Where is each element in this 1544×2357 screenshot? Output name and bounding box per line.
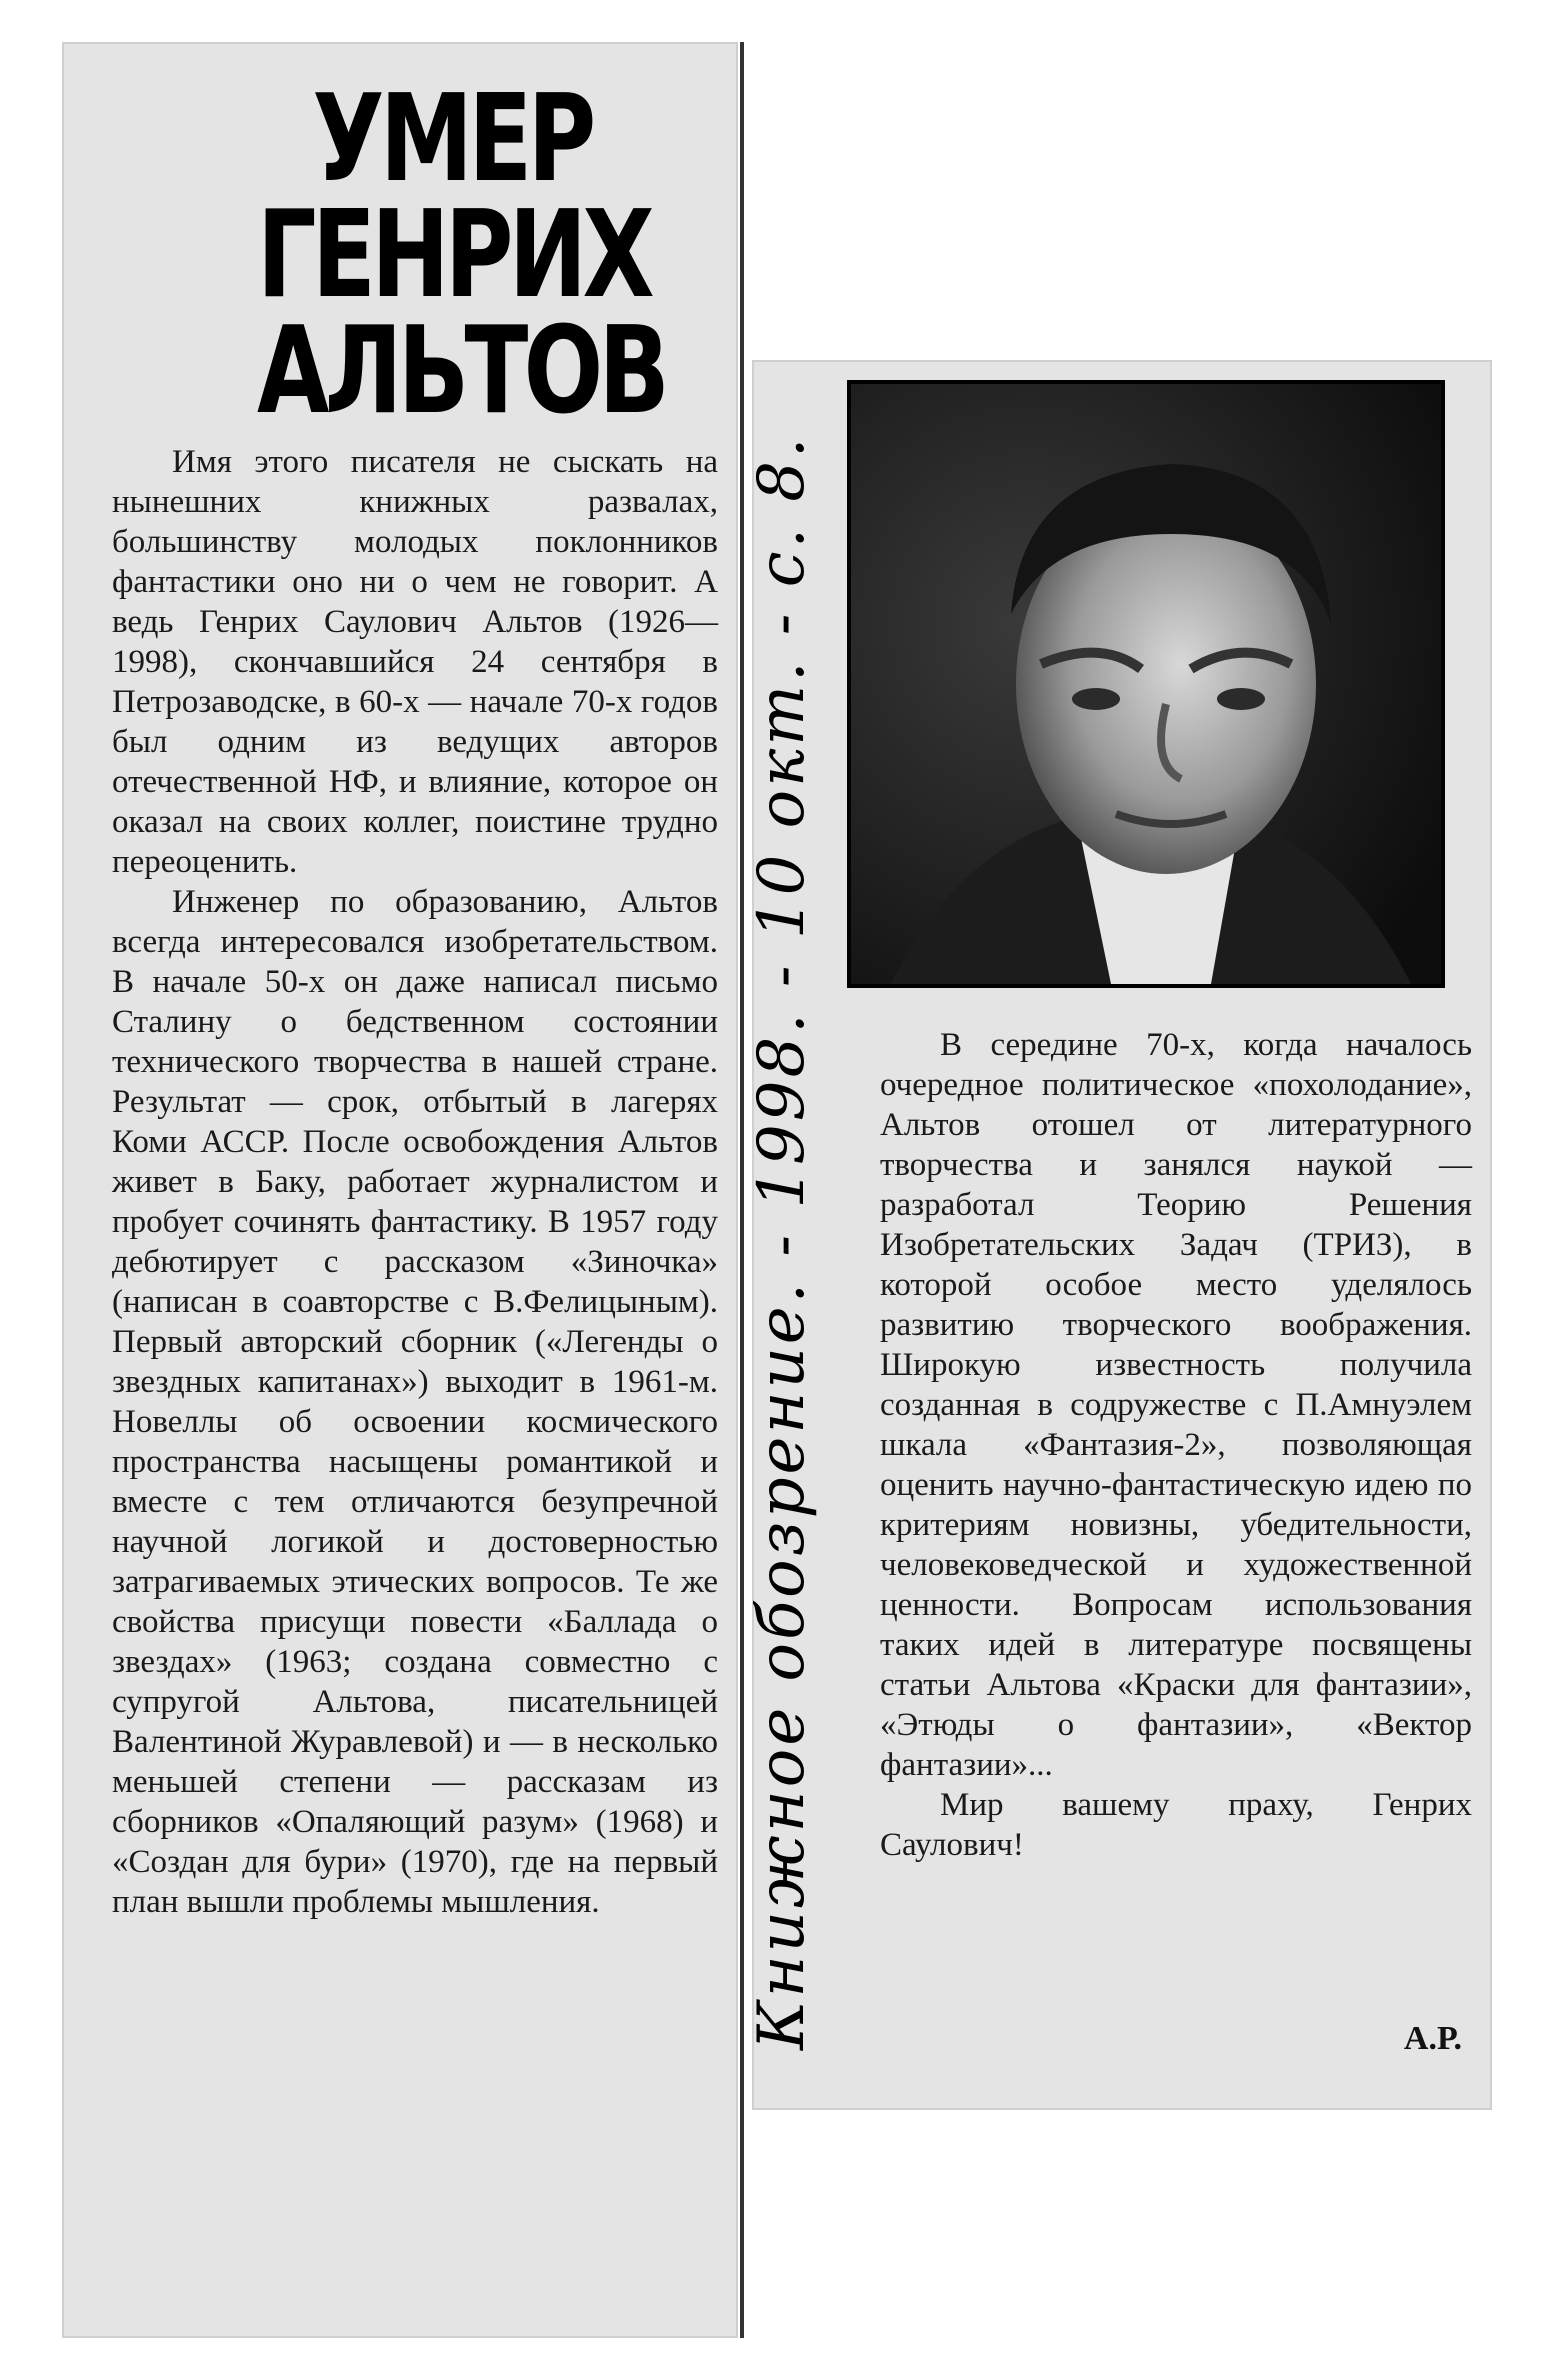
handwritten-source-note: Книжное обозрение. - 1998. - 10 окт. - с. 8. — [745, 434, 819, 2050]
headline-line-2: ГЕНРИХ — [257, 186, 650, 325]
author-signature: А.Р. — [1403, 2020, 1462, 2057]
left-paragraph-2: Инженер по образованию, Альтов всегда интересовался изобретательством. В начале 50-х он даже написал письмо Сталину о бедственном состоянии технического творчества в нашей стране. Результат — срок, отбытый в лагерях Коми АССР. После освобождения Альтов живет в Баку, работает журналистом и пробует сочинять фантастику. В 1957 году дебютирует с рассказом «Зиночка» (написан в соавторстве с В.Фелицыным). Первый авторский сборник («Легенды о звездных капитанах») выходит в 1961-м. Новеллы об освоении космического пространства насыщены романтикой и вместе с тем отличаются безупречной научной логикой и достоверностью затрагиваемых этических вопросов. Те же свойства присущи повести «Баллада о звездах» (1963; создана совместно с супругой Альтова, писательницей Валентиной Журавлевой) и — в несколько меньшей степени — рассказам из сборников «Опаляющий разум» (1968) и «Создан для бури» (1970), где на первый план вышли проблемы мышления. — [112, 884, 718, 1920]
portrait-image — [851, 384, 1441, 984]
left-paragraph-1: Имя этого писателя не сыскать на нынешних книжных развалах, большинству молодых поклонников фантастики оно ни о чем не говорит. А ведь Генрих Саулович Альтов (1926—1998), скончавшийся 24 сентября в Петрозаводске, в 60-х — начале 70-х годов был одним из ведущих авторов отечественной НФ, и влияние, которое он оказал на своих коллег, поистине трудно переоценить. — [112, 444, 718, 880]
left-clipping — [62, 42, 738, 2338]
headline-line-3: АЛЬТОВ — [257, 302, 666, 441]
headline-line-1: УМЕР — [312, 70, 592, 209]
headline — [257, 70, 666, 441]
right-paragraph-2: Мир вашему праху, Генрих Саулович! — [880, 1787, 1472, 1863]
right-clipping — [752, 360, 1492, 2110]
right-article-column — [880, 1025, 1472, 1865]
left-article-column — [112, 442, 718, 1922]
author-portrait-photo — [847, 380, 1445, 988]
right-paragraph-1: В середине 70-х, когда началось очередное политическое «похолодание», Альтов отошел от литературного творчества и занялся наукой — разработал Теорию Решения Изобретательских Задач (ТРИЗ), в которой особое место уделялось развитию творческого воображения. Широкую известность получила созданная в содружестве с П.Амнуэлем шкала «Фантазия-2», позволяющая оценить научно-фантастическую идею по критериям новизны, убедительности, человековедческой и художественной ценности. Вопросам использования таких идей в литературе посвящены статьи Альтова «Краски для фантазии», «Этюды о фантазии», «Вектор фантазии»... — [880, 1027, 1472, 1783]
